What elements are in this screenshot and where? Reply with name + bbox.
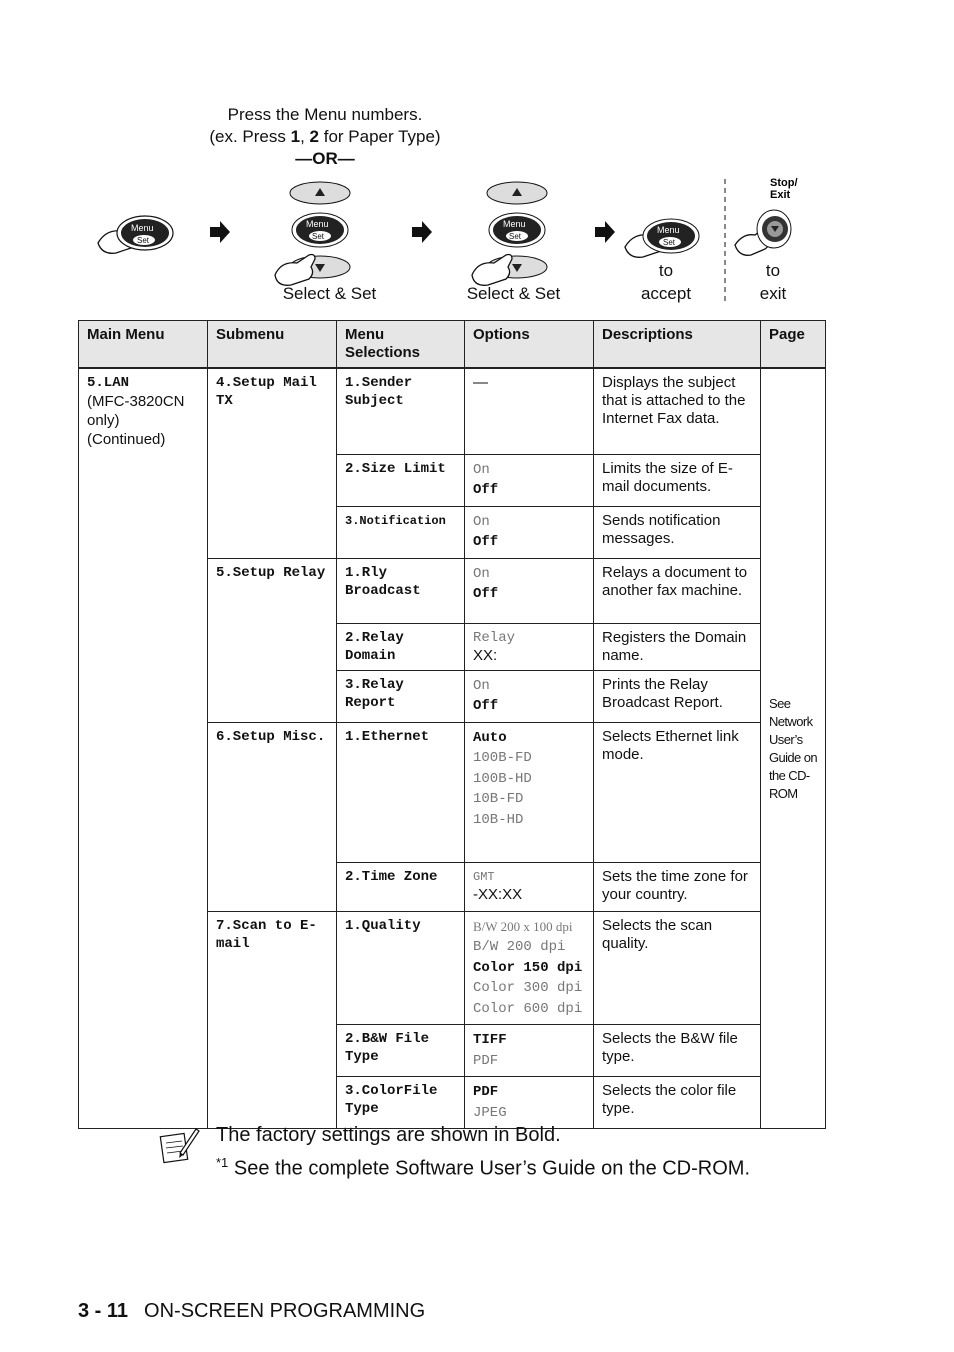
description-cell: Selects Ethernet link mode. <box>594 722 761 862</box>
or-label: —OR— <box>295 149 355 168</box>
description-cell: Relays a document to another fax machine. <box>594 558 761 623</box>
page-cell <box>761 368 826 1129</box>
selection-cell: 2.Relay Domain <box>337 623 465 670</box>
arrow-right-icon <box>595 221 615 243</box>
instruction-line-2: (ex. Press 1, 2 for Paper Type) <box>209 127 441 146</box>
select-set-button-icon <box>472 182 547 285</box>
selection-cell: 2.B&W File Type <box>337 1025 465 1077</box>
selection-cell: 1.Rly Broadcast <box>337 558 465 623</box>
page-number: 3 - 11 <box>78 1300 129 1322</box>
note-pencil-icon <box>158 1125 202 1165</box>
main-menu-cell <box>79 368 208 1129</box>
selection-cell: 2.Time Zone <box>337 862 465 911</box>
header-descriptions: Descriptions <box>594 321 761 369</box>
selection-cell: 3.Notification <box>337 506 465 558</box>
description-cell: Limits the size of E-mail documents. <box>594 454 761 506</box>
options-cell: Relay XX: <box>465 623 594 670</box>
selection-cell: 1.Quality <box>337 911 465 1025</box>
header-main-menu: Main Menu <box>79 321 208 369</box>
header-menu-selections: Menu Selections <box>337 321 465 369</box>
section-title: ON-SCREEN PROGRAMMING <box>144 1300 426 1322</box>
header-submenu: Submenu <box>208 321 337 369</box>
selection-cell: 1.Sender Subject <box>337 368 465 454</box>
to-exit-label: to exit <box>759 261 787 303</box>
menu-set-button-icon <box>98 216 173 253</box>
stop-exit-button-icon <box>735 177 798 255</box>
options-cell: B/W 200 x 100 dpi B/W 200 dpi Color 150 dpi Color 300 dpi Color 600 dpi <box>465 911 594 1025</box>
svg-text:Menu: Menu <box>657 225 680 235</box>
svg-text:Set: Set <box>509 232 522 241</box>
set-text: Set <box>137 236 150 245</box>
select-set-label-1: Select & Set <box>282 284 377 303</box>
instruction-line-1: Press the Menu numbers. <box>227 105 423 124</box>
svg-text:Menu: Menu <box>503 219 526 229</box>
options-cell: On Off <box>465 454 594 506</box>
options-cell: On Off <box>465 506 594 558</box>
options-cell: On Off <box>465 670 594 722</box>
options-cell: — <box>465 368 594 454</box>
svg-text:Menu: Menu <box>306 219 329 229</box>
select-set-label-2: Select & Set <box>466 284 561 303</box>
submenu-cell: 6.Setup Misc. <box>208 722 337 911</box>
table-header-row <box>79 321 826 369</box>
exit-label: Exit <box>770 189 791 201</box>
submenu-cell: 5.Setup Relay <box>208 558 337 722</box>
arrow-right-icon <box>210 221 230 243</box>
description-cell: Selects the color file type. <box>594 1077 761 1129</box>
main-menu-code: 5.LAN <box>87 375 130 391</box>
software-guide-note: $^{*1}$ See the complete Software User’s Guide on the CD-ROM. <box>216 1155 751 1180</box>
selection-cell: 3.Relay Report <box>337 670 465 722</box>
svg-text:Set: Set <box>312 232 325 241</box>
description-cell: Registers the Domain name. <box>594 623 761 670</box>
description-cell: Prints the Relay Broadcast Report. <box>594 670 761 722</box>
page-note: See Network User’s Guide on the CD-ROM <box>769 695 817 801</box>
notes <box>216 1121 750 1183</box>
selection-cell: 1.Ethernet <box>337 722 465 862</box>
submenu-cell: 7.Scan to E-mail <box>208 911 337 1129</box>
menu-table <box>78 320 826 1129</box>
options-cell: PDF JPEG <box>465 1077 594 1129</box>
page-footer <box>78 1300 425 1323</box>
description-cell: Displays the subject that is attached to the Internet Fax data. <box>594 368 761 454</box>
arrow-right-icon <box>412 221 432 243</box>
description-cell: Selects the scan quality. <box>594 911 761 1025</box>
table-row <box>79 368 826 454</box>
header-options: Options <box>465 321 594 369</box>
description-cell: Selects the B&W file type. <box>594 1025 761 1077</box>
menu-text: Menu <box>131 223 154 233</box>
submenu-cell: 4.Setup Mail TX <box>208 368 337 558</box>
options-cell: Auto 100B-FD 100B-HD 10B-FD 10B-HD <box>465 722 594 862</box>
description-cell: Sets the time zone for your country. <box>594 862 761 911</box>
stop-label: Stop/ <box>770 177 798 189</box>
factory-settings-note: The factory settings are shown in Bold. <box>216 1124 561 1146</box>
svg-text:Set: Set <box>663 238 676 247</box>
header-page: Page <box>761 321 826 369</box>
options-cell: TIFF PDF <box>465 1025 594 1077</box>
description-cell: Sends notification messages. <box>594 506 761 558</box>
select-set-button-icon <box>275 182 350 285</box>
instruction-text <box>180 104 470 170</box>
menu-set-accept-icon <box>625 219 699 257</box>
selection-cell: 2.Size Limit <box>337 454 465 506</box>
options-cell: On Off <box>465 558 594 623</box>
selection-cell: 3.ColorFile Type <box>337 1077 465 1129</box>
to-accept-label: to accept <box>640 261 692 303</box>
main-menu-detail: (MFC-3820CN only) (Continued) <box>87 393 185 448</box>
options-cell: GMT -XX:XX <box>465 862 594 911</box>
